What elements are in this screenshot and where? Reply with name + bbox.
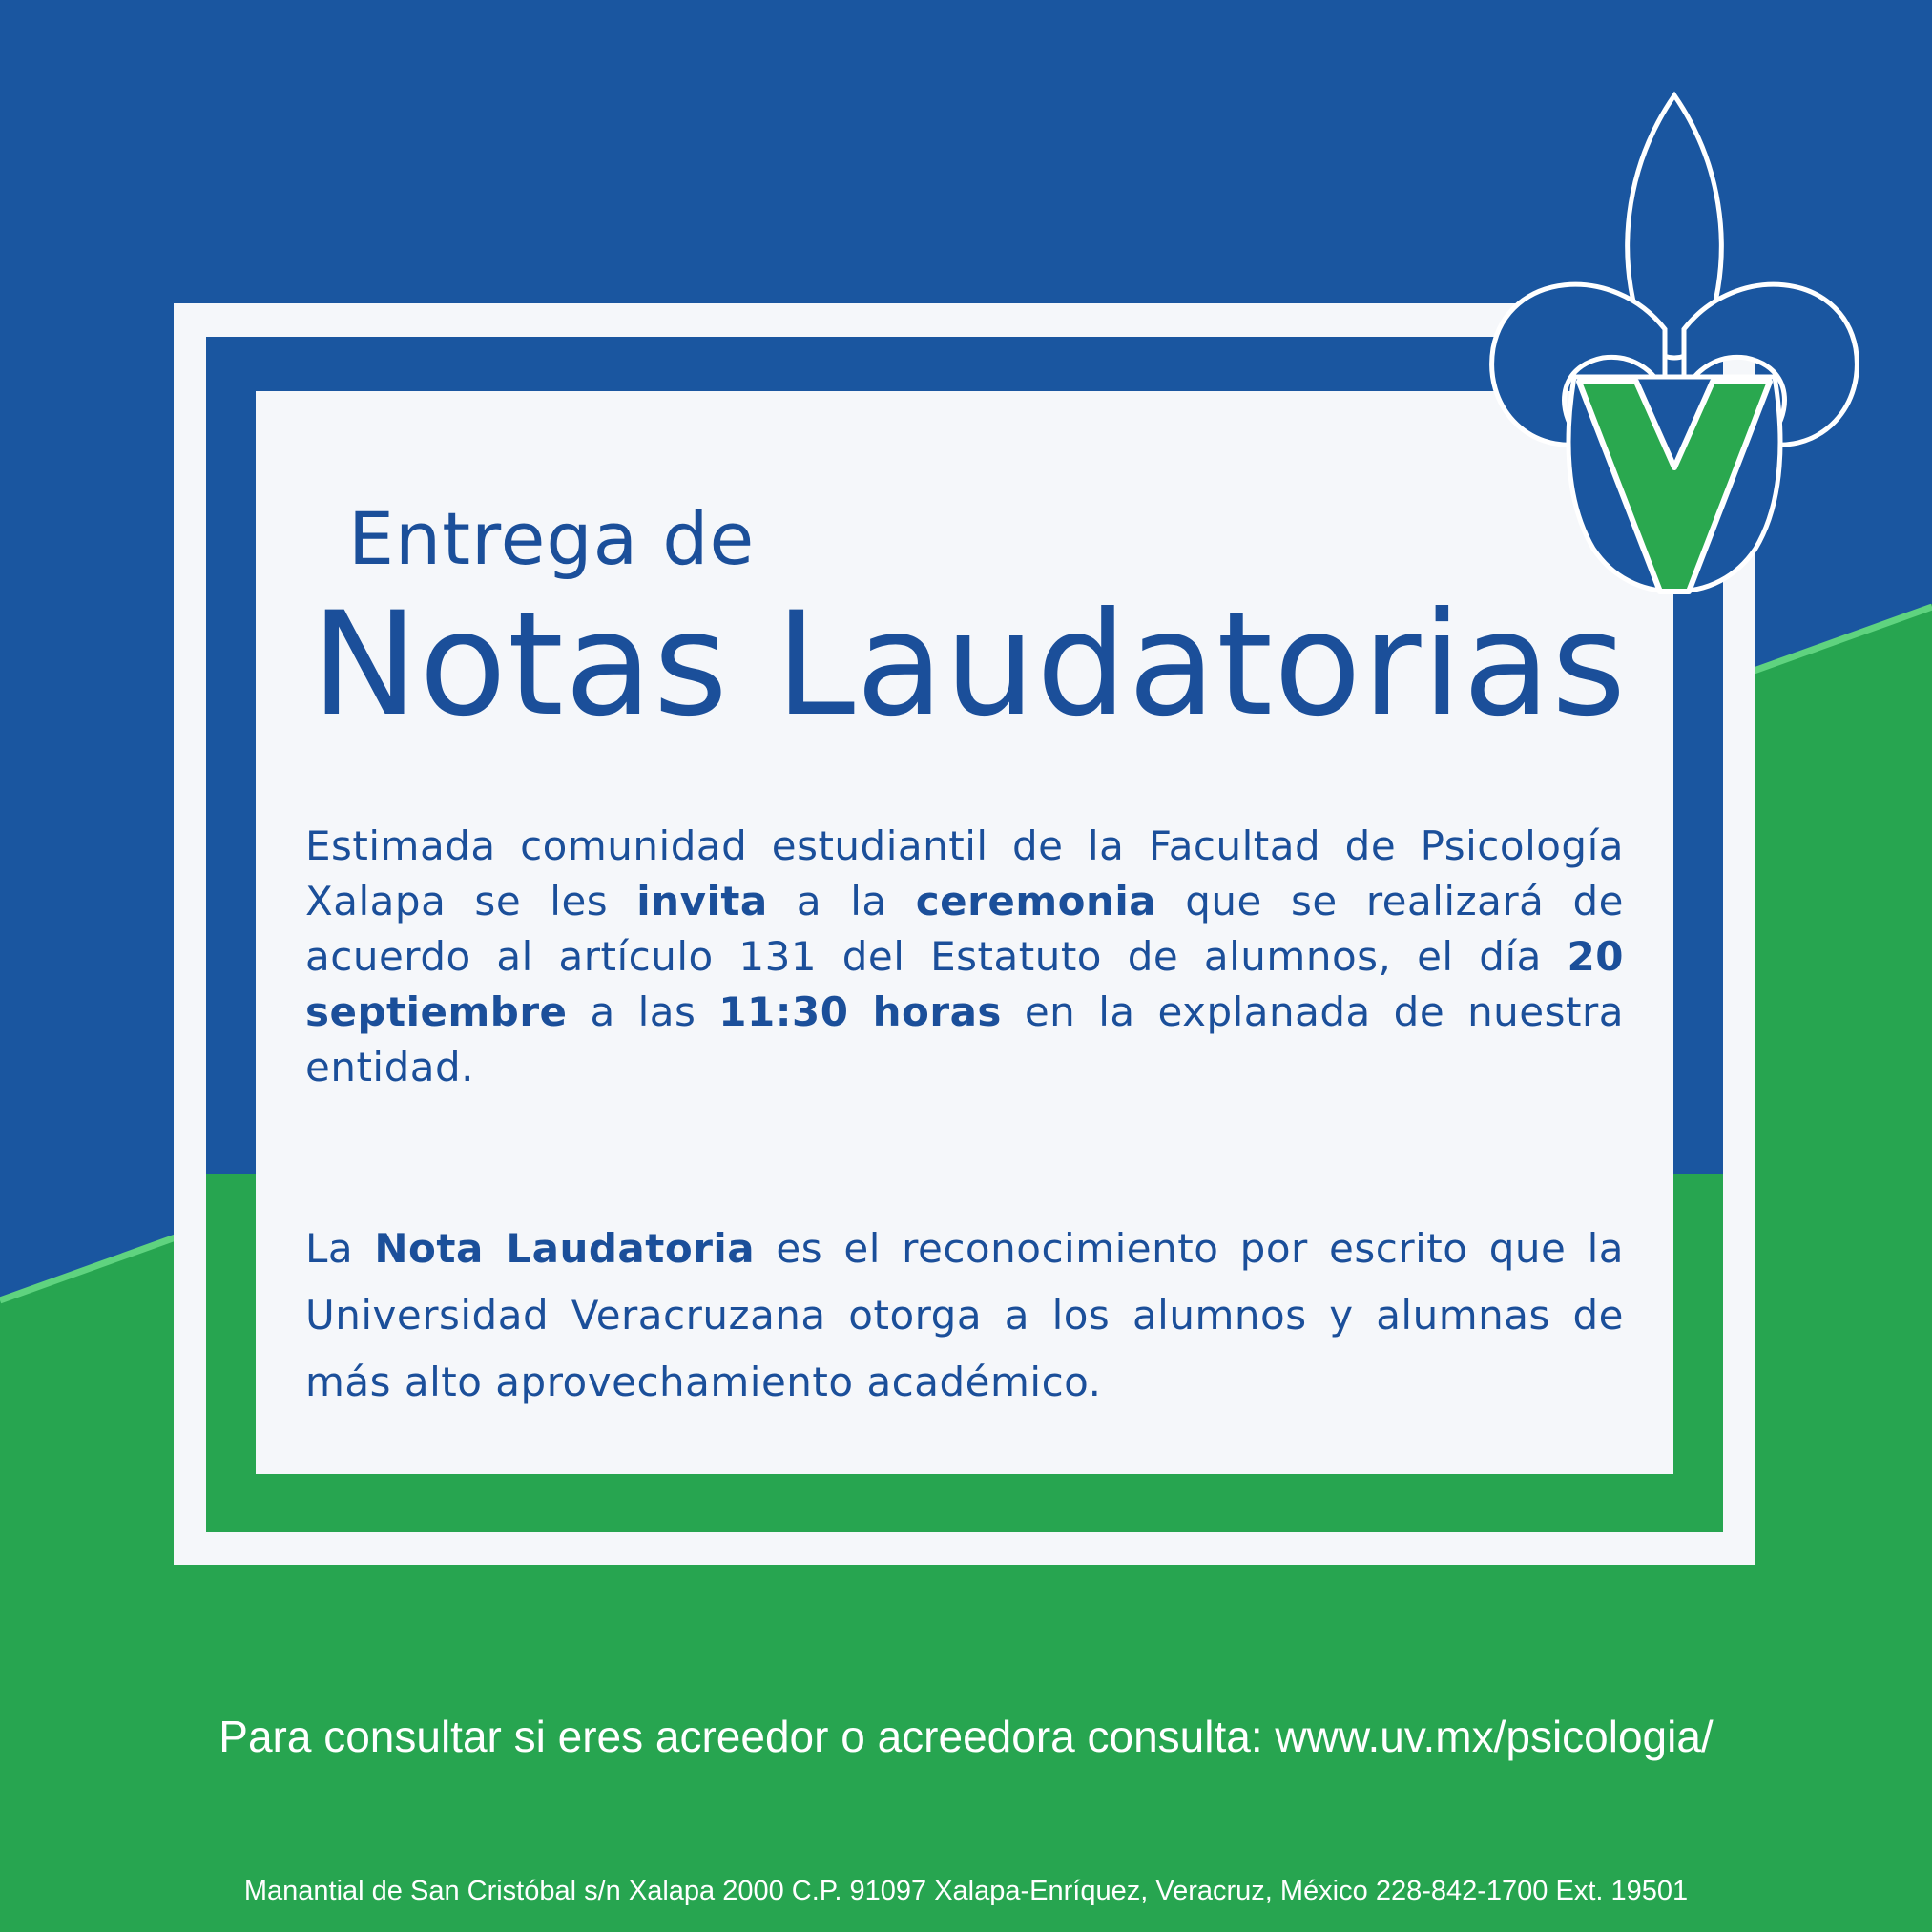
definition-text-1: La <box>305 1225 375 1272</box>
invitation-bold-invita: invita <box>636 878 768 924</box>
invitation-text-1: Estimada comunidad estudiantil de la Facultad de Psicología Xalapa se les <box>305 822 1624 924</box>
footer-address: Manantial de San Cristóbal s/n Xalapa 2000 C.P. 91097 Xalapa-Enríquez, Veracruz, México 228-842-1700 Ext. 19501 <box>243 1876 1689 1906</box>
definition-bold-nota: Nota Laudatoria <box>374 1225 756 1272</box>
consult-link-text[interactable]: Para consultar si eres acreedor o acreedora consulta: www.uv.mx/psicologia/ <box>218 1712 1714 1761</box>
invitation-text-2: a la <box>767 878 916 924</box>
invitation-text-4: a las <box>567 988 719 1035</box>
definition-text-2: es el reconocimiento por escrito que la Universidad Veracruzana otorga a los alumnos y alumnas de más alto aprovechamiento académico. <box>305 1225 1624 1405</box>
definition-paragraph <box>305 1215 1624 1416</box>
subtitle: Entrega de <box>348 496 756 581</box>
invitation-paragraph <box>305 819 1624 1095</box>
invitation-text-5: en la explanada de nuestra entidad. <box>305 988 1624 1091</box>
invitation-text-3: que se realizará de acuerdo al artículo 131 del Estatuto de alumnos, el día <box>305 878 1624 980</box>
page-title: Notas Laudatorias <box>311 582 1628 748</box>
universidad-veracruzana-logo-icon <box>1469 91 1880 611</box>
invitation-bold-date: 20 septiembre <box>305 933 1624 1035</box>
invitation-bold-ceremonia: ceremonia <box>915 878 1157 924</box>
invitation-bold-time: 11:30 horas <box>718 988 1002 1035</box>
